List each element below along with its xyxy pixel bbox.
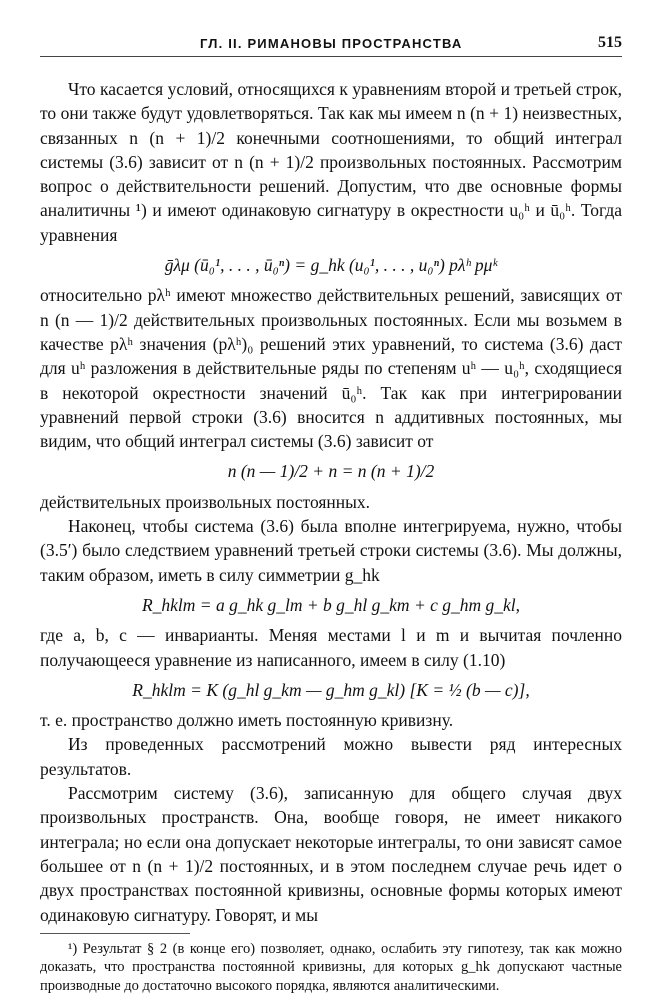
footnote-divider <box>40 933 190 934</box>
formula: ḡλμ (ū₀¹, . . . , ū₀ⁿ) = g_hk (u₀¹, . . . , u₀ⁿ) pλʰ pμᵏ <box>164 255 498 276</box>
paragraph: Что касается условий, относящихся к уравнениям второй и третьей строк, то они также будут удовлетворяться. Так как мы имеем n (n + 1) неизвестных, связанных n (n + 1)/2 конечными соотношениями, то общий интеграл системы (3.6) зависит от n (n + 1)/2 произвольных постоянных. Рассмотрим вопрос о действительности решений. Допустим, что две основные формы аналитичны ¹) и имеют одинаковую сигнатуру в окрестности u₀ʰ и ū₀ʰ. Тогда уравнения <box>40 79 622 245</box>
paragraph: т. е. пространство должно иметь постоянную кривизну. <box>40 710 454 731</box>
running-title: ГЛ. II. РИМАНОВЫ ПРОСТРАНСТВА <box>200 36 463 51</box>
paragraph: где a, b, c — инварианты. Меняя местами l и m и вычитая почленно получающееся уравнение из написанного, имеем в силу (1.10) <box>40 625 622 670</box>
page-number: 515 <box>598 34 622 51</box>
page-header <box>40 30 622 57</box>
footnote <box>40 940 622 996</box>
formula: R_hklm = K (g_hl g_km — g_hm g_kl) [K = ½ (b — c)], <box>132 679 530 700</box>
paragraph: Из проведенных рассмотрений можно вывести ряд интересных результатов. <box>40 734 622 779</box>
paragraph: действительных произвольных постоянных. <box>40 491 371 512</box>
footnote-text: ¹) Результат § 2 (в конце его) позволяет, однако, ослабить эту гипотезу, так как можно доказать, что пространства постоянной кривизны, для которых g_hk допускают частные производные до достаточно высокого порядка, являются аналитическими. <box>40 940 622 994</box>
page <box>40 30 622 994</box>
paragraph: относительно pλʰ имеют множество действительных решений, зависящих от n (n — 1)/2 действительных произвольных постоянных. Если мы возьмем в качестве pλʰ значения (pλʰ)₀ решений этих уравнений, то система (3.6) даст для uʰ разложения в действительные ряды по степеням uʰ — u₀ʰ, сходящиеся в некоторой окрестности значений ū₀ʰ. Так как при интегрировании уравнений первой строки (3.6) вносится n аддитивных постоянных, мы видим, что общий интеграл системы (3.6) зависит от <box>40 285 622 452</box>
paragraph: Наконец, чтобы система (3.6) была вполне интегрируема, нужно, чтобы (3.5′) было следствием уравнений третьей строки системы (3.6). Мы должны, таким образом, иметь в силу симметрии g_hk <box>40 516 622 585</box>
formula: R_hklm = a g_hk g_lm + b g_hl g_km + c g_hm g_kl, <box>141 594 521 615</box>
formula: n (n — 1)/2 + n = n (n + 1)/2 <box>227 461 435 482</box>
paragraph: Рассмотрим систему (3.6), записанную для общего случая двух произвольных пространств. Она, вообще говоря, не имеет никакого интеграла; но если она допускает некоторые интегралы, то они зависят самое большее от n (n + 1)/2 постоянных, и в этом последнем случае речь идет о двух пространствах постоянной кривизны, основные формы которых имеют одинаковую сигнатуру. Говорят, и мы <box>40 783 622 925</box>
page-body <box>40 77 622 995</box>
